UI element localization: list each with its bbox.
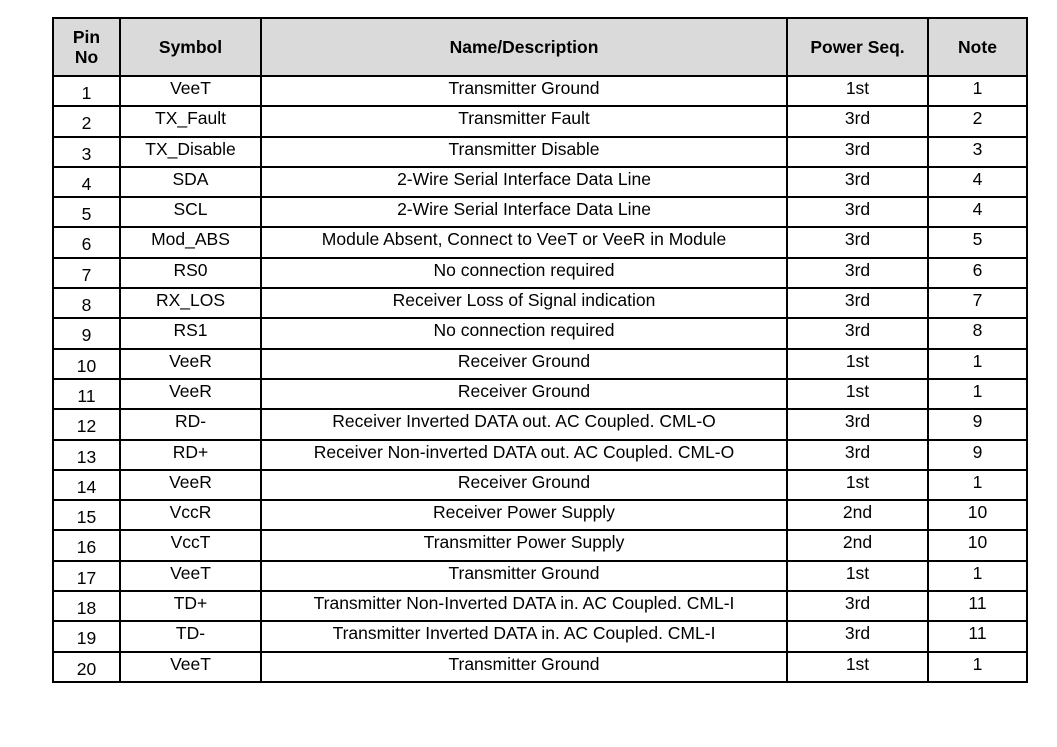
symbol-cell	[120, 197, 261, 227]
pin-number-cell	[53, 379, 120, 409]
power-seq-cell	[787, 227, 928, 257]
description-cell-text: Receiver Ground	[457, 380, 591, 401]
table-row	[53, 409, 1027, 439]
note-cell-text: 1	[972, 471, 983, 492]
table-row	[53, 470, 1027, 500]
pin-number-cell-text: 16	[76, 537, 97, 558]
symbol-cell-text: SDA	[172, 168, 209, 189]
symbol-cell	[120, 288, 261, 318]
header-name-description: Name/Description	[261, 18, 787, 76]
symbol-cell	[120, 409, 261, 439]
pin-number-cell-text: 3	[81, 143, 92, 164]
symbol-cell-text: TD+	[173, 593, 208, 614]
symbol-cell-text: VccT	[170, 532, 211, 553]
pin-number-cell-text: 6	[81, 234, 92, 255]
table-body	[53, 76, 1027, 682]
table-row	[53, 76, 1027, 106]
symbol-cell	[120, 470, 261, 500]
pin-number-cell	[53, 591, 120, 621]
header-note: Note	[928, 18, 1027, 76]
symbol-cell-text: VeeR	[169, 380, 212, 401]
power-seq-cell-text: 3rd	[844, 290, 871, 311]
table-header-row	[53, 18, 1027, 76]
note-cell-text: 10	[967, 532, 988, 553]
power-seq-cell	[787, 470, 928, 500]
description-cell-text: Receiver Non-inverted DATA out. AC Coupled. CML-O	[313, 441, 735, 462]
description-cell-text: Transmitter Inverted DATA in. AC Coupled. CML-I	[332, 623, 716, 644]
symbol-cell-text: RS0	[173, 259, 208, 280]
symbol-cell-text: RD+	[172, 441, 209, 462]
pin-number-cell-text: 19	[76, 628, 97, 649]
note-cell-text: 5	[972, 229, 983, 250]
symbol-cell	[120, 621, 261, 651]
table-row	[53, 591, 1027, 621]
table-row	[53, 561, 1027, 591]
pin-number-cell	[53, 318, 120, 348]
pin-number-cell	[53, 500, 120, 530]
description-cell-text: Receiver Ground	[457, 471, 591, 492]
pin-number-cell	[53, 470, 120, 500]
description-cell	[261, 379, 787, 409]
symbol-cell-text: VeeT	[170, 653, 211, 674]
note-cell	[928, 258, 1027, 288]
table-row	[53, 530, 1027, 560]
pin-number-cell-text: 15	[76, 507, 97, 528]
description-cell-text: Transmitter Disable	[448, 138, 600, 159]
power-seq-cell-text: 1st	[845, 562, 870, 583]
symbol-cell	[120, 500, 261, 530]
power-seq-cell	[787, 379, 928, 409]
symbol-cell	[120, 137, 261, 167]
symbol-cell	[120, 591, 261, 621]
note-cell	[928, 470, 1027, 500]
power-seq-cell	[787, 76, 928, 106]
description-cell-text: Receiver Ground	[457, 350, 591, 371]
symbol-cell	[120, 652, 261, 682]
description-cell-text: Transmitter Non-Inverted DATA in. AC Coupled. CML-I	[313, 593, 735, 614]
note-cell-text: 1	[972, 380, 983, 401]
pin-number-cell	[53, 530, 120, 560]
table-row	[53, 440, 1027, 470]
symbol-cell	[120, 227, 261, 257]
pin-definition-table	[52, 17, 1028, 683]
power-seq-cell-text: 2nd	[842, 502, 873, 523]
symbol-cell-text: RX_LOS	[155, 290, 226, 311]
note-cell	[928, 561, 1027, 591]
note-cell	[928, 227, 1027, 257]
power-seq-cell	[787, 167, 928, 197]
description-cell-text: Receiver Inverted DATA out. AC Coupled. CML-O	[332, 411, 716, 432]
description-cell	[261, 288, 787, 318]
note-cell	[928, 409, 1027, 439]
description-cell-text: Receiver Loss of Signal indication	[392, 290, 656, 311]
symbol-cell	[120, 258, 261, 288]
symbol-cell	[120, 561, 261, 591]
power-seq-cell	[787, 137, 928, 167]
description-cell-text: 2-Wire Serial Interface Data Line	[397, 168, 651, 189]
description-cell	[261, 76, 787, 106]
power-seq-cell-text: 1st	[845, 380, 870, 401]
pin-number-cell-text: 14	[76, 476, 97, 497]
description-cell-text: 2-Wire Serial Interface Data Line	[397, 199, 651, 220]
description-cell-text: Receiver Power Supply	[433, 502, 615, 523]
description-cell-text: Transmitter Ground	[448, 78, 600, 98]
note-cell	[928, 76, 1027, 106]
power-seq-cell-text: 3rd	[844, 623, 871, 644]
note-cell-text: 8	[972, 320, 983, 341]
power-seq-cell-text: 3rd	[844, 229, 871, 250]
pin-number-cell	[53, 258, 120, 288]
symbol-cell-text: RD-	[174, 411, 207, 432]
pin-number-cell	[53, 288, 120, 318]
note-cell	[928, 591, 1027, 621]
power-seq-cell-text: 3rd	[844, 320, 871, 341]
description-cell	[261, 167, 787, 197]
pin-number-cell-text: 20	[76, 658, 97, 679]
power-seq-cell	[787, 621, 928, 651]
power-seq-cell	[787, 561, 928, 591]
note-cell	[928, 288, 1027, 318]
power-seq-cell-text: 1st	[845, 350, 870, 371]
note-cell	[928, 440, 1027, 470]
power-seq-cell-text: 3rd	[844, 108, 871, 129]
description-cell	[261, 349, 787, 379]
symbol-cell	[120, 76, 261, 106]
power-seq-cell-text: 1st	[845, 78, 870, 98]
description-cell	[261, 258, 787, 288]
table-row	[53, 652, 1027, 682]
pin-number-cell	[53, 440, 120, 470]
table-row	[53, 349, 1027, 379]
symbol-cell	[120, 167, 261, 197]
pin-number-cell	[53, 167, 120, 197]
description-cell-text: Transmitter Ground	[448, 562, 600, 583]
power-seq-cell	[787, 197, 928, 227]
note-cell-text: 7	[972, 290, 983, 311]
header-pin-no-line2: No	[74, 47, 99, 67]
pin-number-cell-text: 1	[81, 83, 92, 103]
note-cell-text: 9	[972, 441, 983, 462]
note-cell-text: 1	[972, 653, 983, 674]
pin-number-cell-text: 9	[81, 325, 92, 346]
power-seq-cell-text: 1st	[845, 653, 870, 674]
description-cell-text: Transmitter Fault	[458, 108, 590, 129]
pin-number-cell	[53, 652, 120, 682]
note-cell	[928, 106, 1027, 136]
power-seq-cell	[787, 349, 928, 379]
table-row	[53, 167, 1027, 197]
note-cell-text: 6	[972, 259, 983, 280]
power-seq-cell-text: 2nd	[842, 532, 873, 553]
description-cell	[261, 137, 787, 167]
power-seq-cell	[787, 288, 928, 318]
description-cell	[261, 318, 787, 348]
pin-number-cell	[53, 106, 120, 136]
pin-number-cell-text: 13	[76, 446, 97, 467]
symbol-cell-text: TX_Disable	[145, 138, 236, 159]
pin-number-cell-text: 11	[77, 385, 96, 406]
table-row	[53, 500, 1027, 530]
note-cell	[928, 167, 1027, 197]
note-cell-text: 2	[972, 108, 983, 129]
pin-number-cell	[53, 409, 120, 439]
power-seq-cell-text: 3rd	[844, 593, 871, 614]
note-cell-text: 1	[972, 78, 983, 98]
symbol-cell-text: VeeR	[169, 350, 212, 371]
table-row	[53, 379, 1027, 409]
note-cell	[928, 318, 1027, 348]
power-seq-cell-text: 3rd	[844, 138, 871, 159]
header-pin-no-line1: Pin	[72, 26, 101, 47]
description-cell-text: No connection required	[433, 259, 615, 280]
table-row	[53, 197, 1027, 227]
description-cell	[261, 530, 787, 560]
header-pin-no	[53, 18, 120, 76]
note-cell-text: 4	[972, 168, 983, 189]
table-row	[53, 288, 1027, 318]
pin-number-cell	[53, 197, 120, 227]
table-row	[53, 318, 1027, 348]
note-cell	[928, 621, 1027, 651]
pin-number-cell-text: 2	[81, 113, 92, 134]
symbol-cell-text: TD-	[175, 623, 206, 644]
power-seq-cell-text: 3rd	[844, 168, 871, 189]
power-seq-cell-text: 3rd	[844, 199, 871, 220]
description-cell	[261, 440, 787, 470]
pin-number-cell	[53, 227, 120, 257]
pin-number-cell	[53, 561, 120, 591]
description-cell	[261, 227, 787, 257]
note-cell	[928, 500, 1027, 530]
power-seq-cell	[787, 106, 928, 136]
symbol-cell	[120, 379, 261, 409]
note-cell	[928, 197, 1027, 227]
description-cell	[261, 621, 787, 651]
power-seq-cell	[787, 591, 928, 621]
note-cell-text: 11	[968, 623, 987, 644]
power-seq-cell	[787, 440, 928, 470]
pin-number-cell-text: 10	[76, 355, 97, 376]
pin-number-cell-text: 5	[81, 204, 92, 225]
note-cell	[928, 137, 1027, 167]
note-cell	[928, 379, 1027, 409]
description-cell	[261, 591, 787, 621]
power-seq-cell	[787, 500, 928, 530]
description-cell	[261, 500, 787, 530]
pin-number-cell-text: 7	[81, 264, 92, 285]
table-row	[53, 137, 1027, 167]
note-cell	[928, 652, 1027, 682]
power-seq-cell-text: 1st	[845, 471, 870, 492]
symbol-cell	[120, 318, 261, 348]
symbol-cell	[120, 440, 261, 470]
description-cell	[261, 561, 787, 591]
table-row	[53, 258, 1027, 288]
pin-number-cell-text: 12	[76, 416, 97, 437]
power-seq-cell	[787, 530, 928, 560]
description-cell	[261, 470, 787, 500]
table-row	[53, 621, 1027, 651]
power-seq-cell-text: 3rd	[844, 411, 871, 432]
symbol-cell-text: VeeR	[169, 471, 212, 492]
note-cell-text: 1	[972, 350, 983, 371]
pin-number-cell	[53, 349, 120, 379]
pin-number-cell-text: 18	[76, 598, 97, 619]
description-cell-text: No connection required	[433, 320, 615, 341]
symbol-cell	[120, 530, 261, 560]
note-cell-text: 4	[972, 199, 983, 220]
symbol-cell-text: TX_Fault	[155, 108, 226, 129]
note-cell-text: 3	[972, 138, 983, 159]
power-seq-cell	[787, 258, 928, 288]
header-symbol: Symbol	[120, 18, 261, 76]
description-cell	[261, 106, 787, 136]
symbol-cell	[120, 106, 261, 136]
pin-number-cell-text: 8	[81, 295, 92, 316]
description-cell	[261, 197, 787, 227]
note-cell-text: 11	[968, 593, 987, 614]
pin-number-cell-text: 4	[81, 173, 92, 194]
pin-number-cell	[53, 76, 120, 106]
symbol-cell-text: VccR	[169, 502, 212, 523]
power-seq-cell	[787, 409, 928, 439]
pin-number-cell-text: 17	[76, 567, 97, 588]
table-row	[53, 106, 1027, 136]
header-power-seq: Power Seq.	[787, 18, 928, 76]
description-cell	[261, 652, 787, 682]
description-cell	[261, 409, 787, 439]
symbol-cell-text: VeeT	[170, 562, 211, 583]
symbol-cell-text: SCL	[173, 199, 208, 220]
power-seq-cell	[787, 318, 928, 348]
pin-number-cell	[53, 137, 120, 167]
note-cell-text: 1	[972, 562, 983, 583]
power-seq-cell-text: 3rd	[844, 259, 871, 280]
description-cell-text: Transmitter Ground	[448, 653, 600, 674]
note-cell	[928, 349, 1027, 379]
note-cell	[928, 530, 1027, 560]
description-cell-text: Transmitter Power Supply	[423, 532, 625, 553]
symbol-cell-text: VeeT	[170, 78, 211, 98]
table-row	[53, 227, 1027, 257]
power-seq-cell-text: 3rd	[844, 441, 871, 462]
note-cell-text: 9	[972, 411, 983, 432]
symbol-cell	[120, 349, 261, 379]
power-seq-cell	[787, 652, 928, 682]
symbol-cell-text: Mod_ABS	[151, 229, 230, 250]
symbol-cell-text: RS1	[173, 320, 208, 341]
pin-number-cell	[53, 621, 120, 651]
note-cell-text: 10	[967, 502, 988, 523]
description-cell-text: Module Absent, Connect to VeeT or VeeR in Module	[321, 229, 727, 250]
